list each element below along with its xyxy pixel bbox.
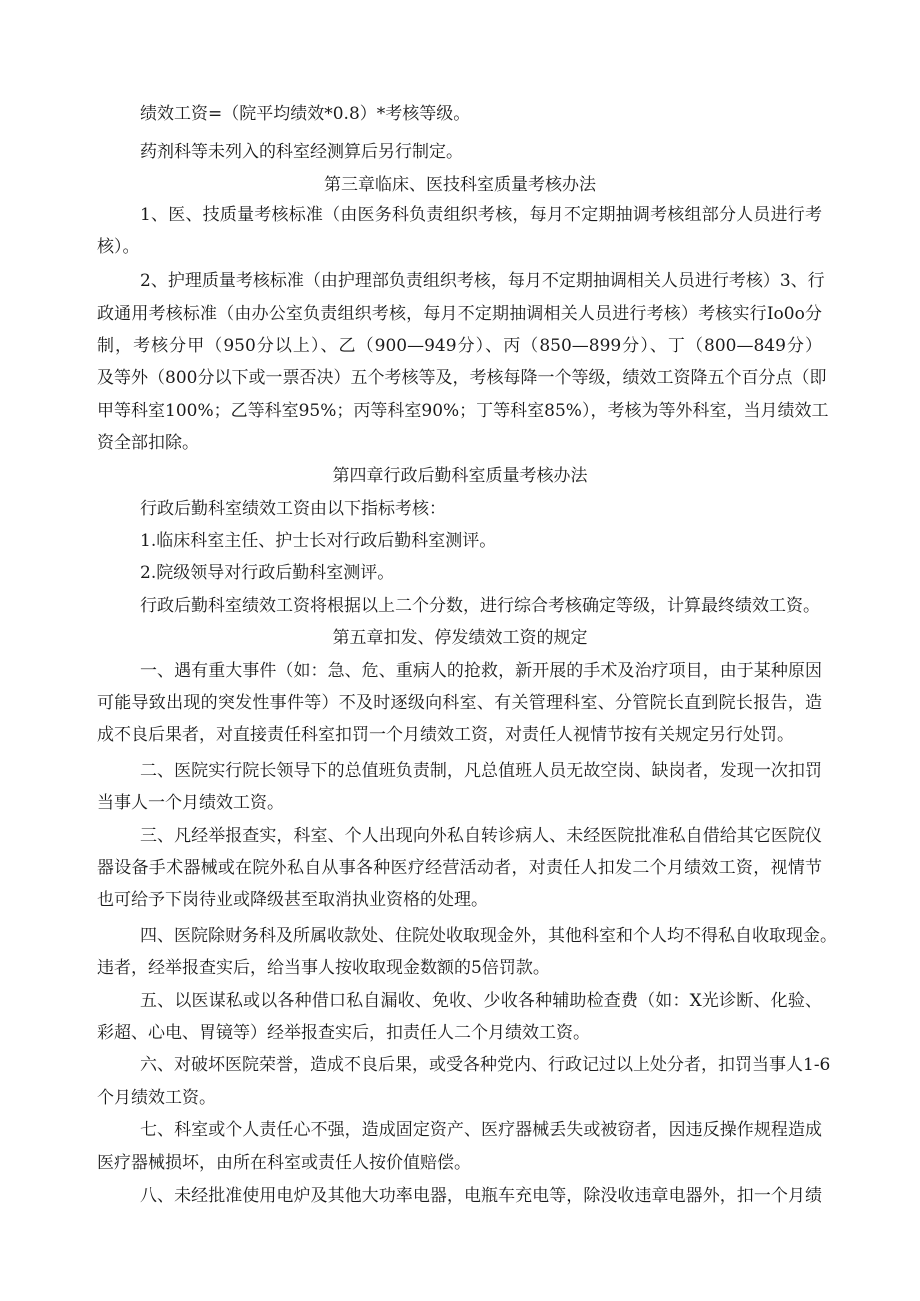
text-line: 六、对破坏医院荣誉，造成不良后果，或受各种党内、行政记过以上处分者，扣罚当事人1-6	[140, 1055, 831, 1075]
chapter-heading: 第三章临床、医技科室质量考核办法	[324, 175, 596, 195]
text-line: 器设备手术器械或在院外私自从事各种医疗经营活动者，对责任人扣发二个月绩效工资，视情节	[97, 858, 822, 878]
text-line: 四、医院除财务科及所属收款处、住院处收取现金外，其他科室和个人均不得私自收取现金。	[140, 926, 837, 946]
text-line: 违者，经举报查实后，给当事人按收取现金数额的5倍罚款。	[97, 958, 550, 978]
text-line: 三、凡经举报查实，科室、个人出现向外私自转诊病人、未经医院批准私自借给其它医院仪	[140, 826, 822, 846]
text-line: 行政后勤科室绩效工资由以下指标考核：	[140, 499, 446, 519]
text-line: 2.院级领导对行政后勤科室测评。	[140, 563, 395, 583]
text-line: 药剂科等未列入的科室经测算后另行制定。	[140, 142, 463, 162]
text-line: 甲等科室100%；乙等科室95%；丙等科室90%；丁等科室85%），考核为等外科室，当月绩效工	[97, 401, 829, 421]
text-line: 及等外（800分以下或一票否决）五个考核等及，考核每降一个等级，绩效工资降五个百分点（即	[97, 368, 827, 388]
text-line: 2、护理质量考核标准（由护理部负责组织考核，每月不定期抽调相关人员进行考核）3、行	[140, 271, 825, 291]
text-line: 1.临床科室主任、护士长对行政后勤科室测评。	[140, 531, 497, 551]
text-line: 八、未经批准使用电炉及其他大功率电器，电瓶车充电等，除没收违章电器外，扣一个月绩	[140, 1186, 822, 1206]
text-line: 也可给予下岗待业或降级甚至取消执业资格的处理。	[97, 890, 488, 910]
chapter-heading: 第四章行政后勤科室质量考核办法	[332, 466, 588, 486]
text-line: 1、医、技质量考核标准（由医务科负责组织考核，每月不定期抽调考核组部分人员进行考	[140, 205, 822, 225]
text-line: 一、遇有重大事件（如：急、危、重病人的抢救，新开展的手术及治疗项目，由于某种原因	[140, 661, 822, 681]
text-line: 行政后勤科室绩效工资将根据以上二个分数，进行综合考核确定等级，计算最终绩效工资。	[140, 596, 820, 616]
text-line: 彩超、心电、胃镜等）经举报查实后，扣责任人二个月绩效工资。	[97, 1023, 590, 1043]
text-line: 政通用考核标准（由办公室负责组织考核，每月不定期抽调相关人员进行考核）考核实行Io0o分	[97, 304, 822, 324]
text-line: 资全部扣除。	[97, 433, 199, 453]
text-line: 核）。	[97, 237, 140, 257]
text-line: 个月绩效工资。	[97, 1088, 216, 1108]
text-line: 绩效工资=（院平均绩效*0.8）*考核等级。	[140, 104, 471, 124]
text-line: 二、医院实行院长领导下的总值班负责制，凡总值班人员无故空岗、缺岗者，发现一次扣罚	[140, 761, 822, 781]
chapter-heading: 第五章扣发、停发绩效工资的规定	[332, 628, 588, 648]
text-line: 五、以医谋私或以各种借口私自漏收、免收、少收各种辅助检查费（如：X光诊断、化验、	[140, 991, 822, 1011]
text-line: 七、科室或个人责任心不强，造成固定资产、医疗器械丢失或被窃者，因违反操作规程造成	[140, 1120, 822, 1140]
text-line: 制，考核分甲（950分以上）、乙（900—949分）、丙（850—899分）、丁（800—849分）	[97, 336, 822, 356]
text-line: 成不良后果者，对直接责任科室扣罚一个月绩效工资，对责任人视情节按有关规定另行处罚。	[97, 725, 794, 745]
text-line: 当事人一个月绩效工资。	[97, 793, 284, 813]
text-line: 可能导致出现的突发性事件等）不及时逐级向科室、有关管理科室、分管院长直到院长报告，造	[97, 693, 822, 713]
text-line: 医疗器械损坏，由所在科室或责任人按价值赔偿。	[97, 1153, 471, 1173]
